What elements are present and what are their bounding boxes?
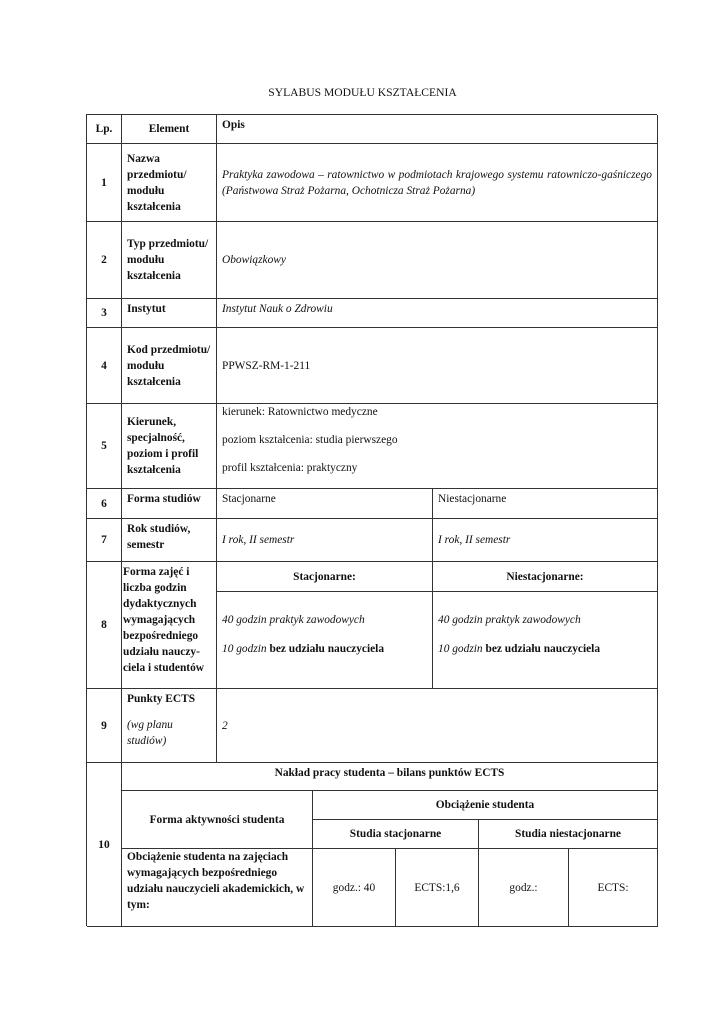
niestac-ects-value: ECTS: — [569, 849, 658, 927]
row-3-opis: Instytut Nauk o Zdrowiu — [217, 299, 658, 328]
row-1-number: 1 — [87, 144, 122, 222]
document-title: SYLABUS MODUŁU KSZTAŁCENIA — [268, 86, 457, 99]
row-3-element: Instytut — [122, 299, 217, 328]
row-6-stacjonarne: Stacjonarne — [217, 489, 433, 519]
field-of-study: kierunek: Ratownictwo medyczne — [222, 406, 378, 418]
row-5-opis — [217, 404, 658, 489]
course-type: Obowiązkowy — [222, 254, 286, 266]
row-2-opis — [217, 222, 658, 299]
row-8-stac-hours — [217, 592, 433, 689]
course-name: Praktyka zawodowa – ratownictwo w podmiotach krajowego systemu ratowniczo-gaśniczego (Państwowa Straż Pożarna, Ochotnicza Straż Pożarna) — [222, 168, 652, 197]
row-7-number: 7 — [87, 519, 122, 562]
row-1-element — [122, 144, 217, 222]
stac-studies-header: Studia stacjonarne — [313, 820, 479, 849]
row-7-stac-text: I rok, II semestr — [222, 534, 295, 546]
row-5-element-text: Kierunek, specjalność, poziom i profil kształcenia — [127, 416, 199, 476]
syllabus-table — [86, 114, 657, 926]
row-4-opis — [217, 328, 658, 404]
row-8-niestac-header: Niestacjonarne: — [433, 562, 658, 592]
row-8-stac-header: Stacjonarne: — [217, 562, 433, 592]
row-6-element: Forma studiów — [122, 489, 217, 519]
header-lp: Lp. — [87, 115, 122, 144]
niestac-practice-hours: 40 godzin praktyk zawodowych — [438, 614, 581, 626]
header-element: Element — [122, 115, 217, 144]
row-9-element — [122, 689, 217, 763]
activity-form-header: Forma aktywności studenta — [122, 791, 313, 849]
ects-value: 2 — [222, 719, 228, 732]
ects-note: (wg planu studiów) — [127, 719, 173, 747]
row-7-stacjonarne — [217, 519, 433, 562]
stac-hours-value: godz.: 40 — [313, 849, 396, 927]
row-4-element — [122, 328, 217, 404]
row-2-element-text: Typ przedmiotu/ modułu kształcenia — [127, 238, 209, 282]
row-7-niestac-text: I rok, II semestr — [438, 534, 511, 546]
row-10-number: 10 — [87, 763, 122, 927]
row-1-element-text: Nazwa przedmiotu/ modułu kształcenia — [127, 152, 187, 213]
row-7-niestacjonarne — [433, 519, 658, 562]
stac-ects-value: ECTS:1,6 — [396, 849, 479, 927]
row-6-number: 6 — [87, 489, 122, 519]
row-8-element: Forma zajęć i liczba godzin dydaktycznych wymagających bezpośredniego udziału nauczy-ciela i studentów — [122, 562, 217, 689]
row-2-number: 2 — [87, 222, 122, 299]
row-1-opis — [217, 144, 658, 222]
header-opis: Opis — [217, 115, 658, 144]
student-load-header: Obciążenie studenta — [313, 791, 658, 820]
row-6-niestacjonarne: Niestacjonarne — [433, 489, 658, 519]
ects-label: Punkty ECTS — [127, 693, 196, 705]
row-8-niestac-hours — [433, 592, 658, 689]
workload-heading: Nakład pracy studenta – bilans punktów ECTS — [122, 763, 658, 791]
row-5-number: 5 — [87, 404, 122, 489]
niestac-studies-header: Studia niestacjonarne — [479, 820, 658, 849]
row-4-element-text: Kod przedmiotu/ modułu kształcenia — [127, 343, 211, 388]
stac-self-hours: 10 godzin — [222, 643, 267, 655]
stac-self-note: bez udziału nauczyciela — [269, 643, 385, 655]
niestac-self-hours: 10 godzin — [438, 643, 483, 655]
workload-row-label: Obciążenie studenta na zajęciach wymagających bezpośredniego udziału nauczycieli akademickich, w tym: — [122, 849, 313, 927]
row-2-element — [122, 222, 217, 299]
row-9-number: 9 — [87, 689, 122, 763]
study-profile: profil kształcenia: praktyczny — [222, 462, 358, 474]
row-7-element: Rok studiów, semestr — [122, 519, 217, 562]
row-9-opis — [217, 689, 658, 763]
row-4-number: 4 — [87, 328, 122, 404]
course-code: PPWSZ-RM-1-211 — [222, 359, 311, 372]
row-3-number: 3 — [87, 299, 122, 328]
niestac-self-note: bez udziału nauczyciela — [485, 643, 601, 655]
row-8-number: 8 — [87, 562, 122, 689]
study-level: poziom kształcenia: studia pierwszego — [222, 434, 398, 446]
row-5-element — [122, 404, 217, 489]
stac-practice-hours: 40 godzin praktyk zawodowych — [222, 614, 365, 626]
niestac-hours-value: godz.: — [479, 849, 569, 927]
